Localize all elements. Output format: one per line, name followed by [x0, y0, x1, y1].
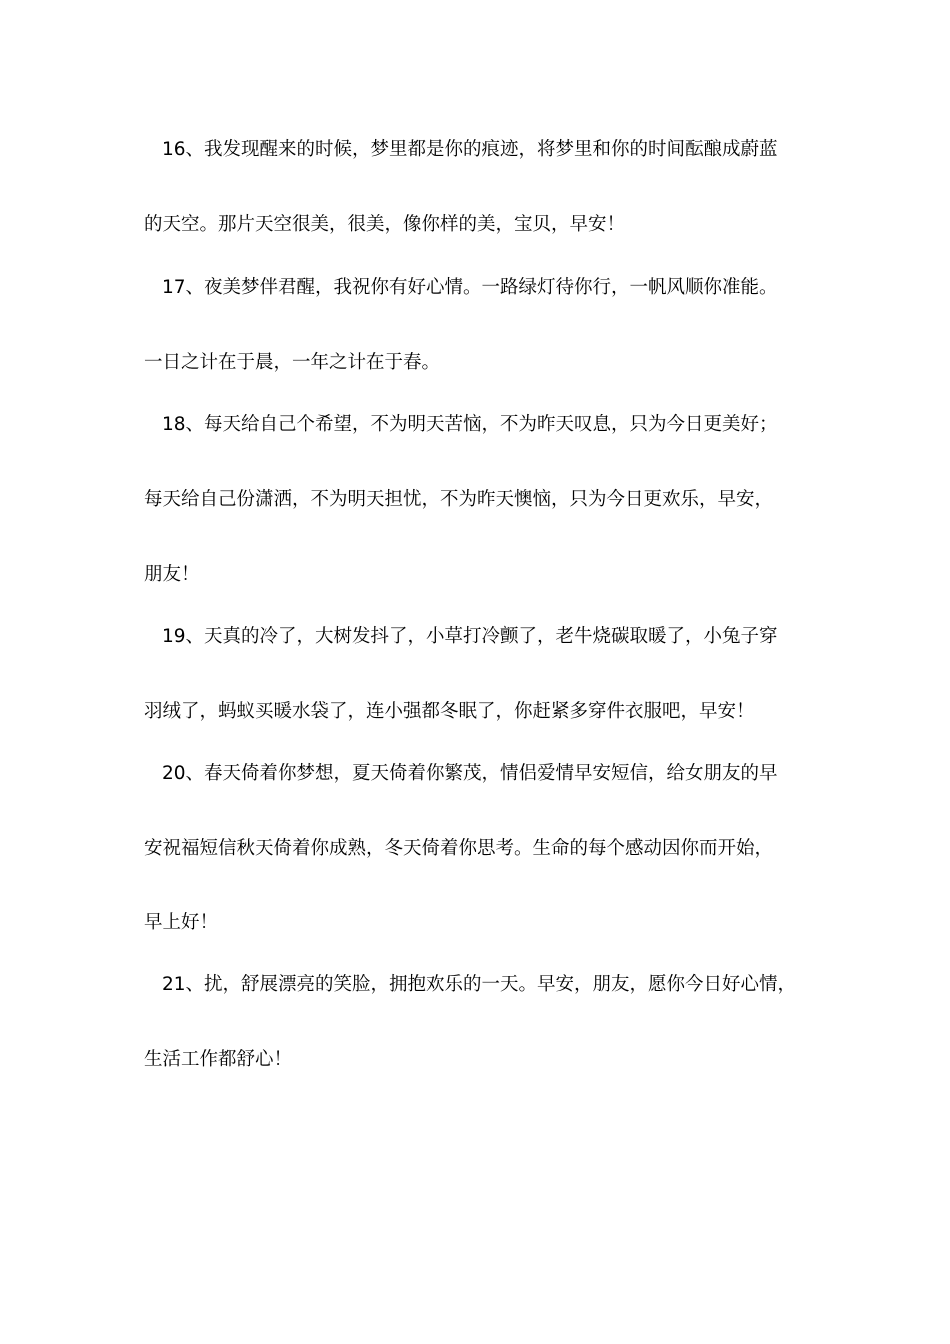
paragraph-21-line-2: 生活工作都舒心！ — [144, 1049, 293, 1070]
paragraph-19-line-1: 19、天真的冷了，大树发抖了，小草打冷颤了，老牛烧碳取暖了，小兔子穿 — [162, 626, 778, 647]
paragraph-18-line-2: 每天给自己份潇洒，不为明天担忧，不为昨天懊恼，只为今日更欢乐，早安， — [144, 489, 774, 510]
paragraph-16-line-2: 的天空。那片天空很美，很美，像你样的美，宝贝，早安！ — [144, 214, 626, 235]
paragraph-18-line-1: 18、每天给自己个希望，不为明天苦恼，不为昨天叹息，只为今日更美好； — [162, 414, 778, 435]
paragraph-18-line-3: 朋友！ — [144, 564, 200, 585]
paragraph-20-line-2: 安祝福短信秋天倚着你成熟，冬天倚着你思考。生命的每个感动因你而开始， — [144, 838, 774, 859]
paragraph-20-line-3: 早上好！ — [144, 912, 219, 933]
paragraph-19-line-2: 羽绒了，蚂蚁买暖水袋了，连小强都冬眠了，你赶紧多穿件衣服吧，早安！ — [144, 701, 755, 722]
paragraph-17-line-2: 一日之计在于晨，一年之计在于春。 — [144, 352, 441, 373]
paragraph-20-line-1: 20、春天倚着你梦想，夏天倚着你繁茂，情侣爱情早安短信，给女朋友的早 — [162, 763, 778, 784]
paragraph-16-line-1: 16、我发现醒来的时候，梦里都是你的痕迹，将梦里和你的时间酝酿成蔚蓝 — [162, 139, 778, 160]
paragraph-21-line-1: 21、扰，舒展漂亮的笑脸，拥抱欢乐的一天。早安，朋友，愿你今日好心情， — [162, 974, 797, 995]
paragraph-17-line-1: 17、夜美梦伴君醒，我祝你有好心情。一路绿灯待你行，一帆风顺你准能。 — [162, 277, 778, 298]
